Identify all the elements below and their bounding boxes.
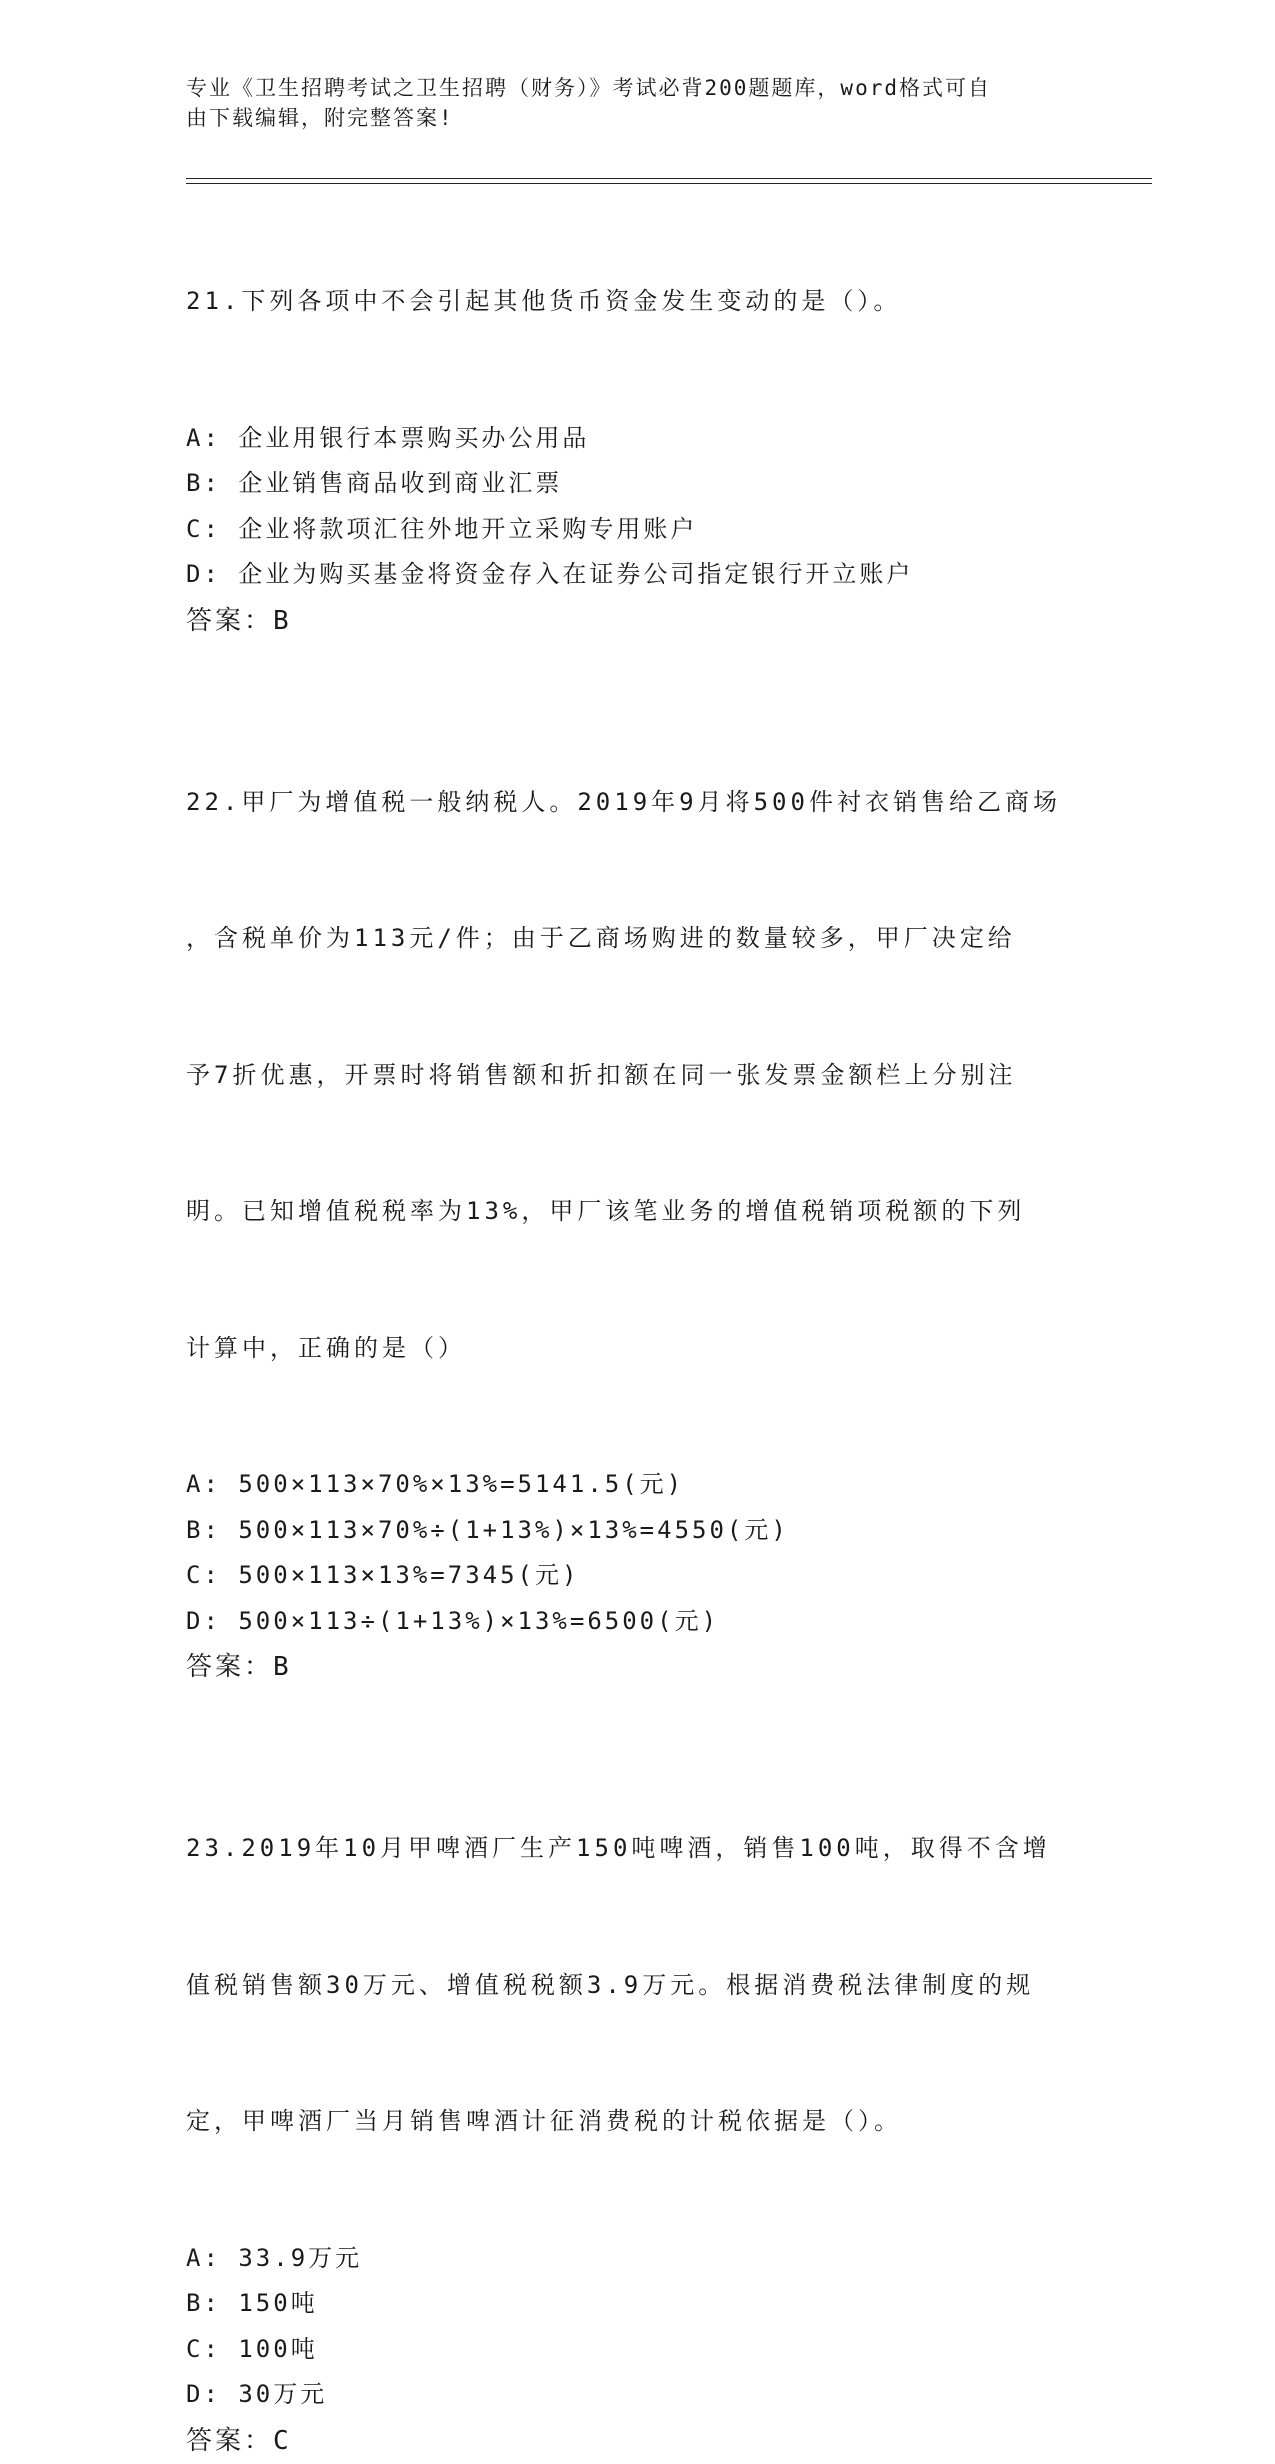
header-divider-bottom [186,183,1152,184]
answer-label: 答案：C [186,2425,292,2456]
header-divider-top [186,178,1152,179]
option-a: A: 33.9万元 [186,2243,363,2272]
option-c: C: 企业将款项汇往外地开立采购专用账户 [186,514,698,543]
option-d: D: 企业为购买基金将资金存入在证券公司指定银行开立账户 [186,560,914,588]
option-a: A: 500×113×70%×13%=5141.5(元) [186,1470,685,1498]
document-header [186,73,1086,133]
stem-line: 值税销售额30万元、增值税税额3.9万元。根据消费税法律制度的规 [186,1970,1035,1999]
question-list [186,188,1086,2464]
option-b: B: 企业销售商品收到商业汇票 [186,469,563,497]
question-stem [186,1735,1086,2236]
option-c: C: 100吨 [186,2334,318,2363]
question-stem [186,188,1086,416]
answer-label: 答案：B [186,605,292,636]
option-d: D: 500×113÷(1+13%)×13%=6500(元) [186,1606,720,1635]
stem-line: 予7折优惠，开票时将销售额和折扣额在同一张发票金额栏上分别注 [186,1060,1017,1089]
question-spacer [186,644,1086,689]
stem-line: 23.2019年10月甲啤酒厂生产150吨啤酒，销售100吨，取得不含增 [186,1834,1051,1862]
question-23 [186,1735,1086,2464]
stem-line: 明。已知增值税税率为13%，甲厂该笔业务的增值税销项税额的下列 [186,1197,1026,1225]
option-a: A: 企业用银行本票购买办公用品 [186,423,590,452]
stem-line: 22.甲厂为增值税一般纳税人。2019年9月将500件衬衣销售给乙商场 [186,787,1061,816]
option-b: B: 500×113×70%÷(1+13%)×13%=4550(元) [186,1515,789,1544]
stem-line: 计算中，正确的是（） [186,1333,466,1362]
question-stem [186,689,1086,1463]
stem-line: ，含税单价为113元/件；由于乙商场购进的数量较多，甲厂决定给 [186,924,1016,952]
option-b: B: 150吨 [186,2289,318,2317]
stem-line: 21.下列各项中不会引起其他货币资金发生变动的是（）。 [186,287,902,315]
question-21 [186,188,1086,644]
answer-label: 答案：B [186,1652,292,1682]
option-c: C: 500×113×13%=7345(元) [186,1561,580,1589]
question-22 [186,689,1086,1691]
option-d: D: 30万元 [186,2380,328,2408]
header-line-2: 由下载编辑，附完整答案! [186,106,454,130]
question-spacer [186,1690,1086,1735]
stem-line: 定，甲啤酒厂当月销售啤酒计征消费税的计税依据是（）。 [186,2107,902,2135]
header-line-1: 专业《卫生招聘考试之卫生招聘（财务）》考试必背200题题库，word格式可自 [186,76,991,100]
